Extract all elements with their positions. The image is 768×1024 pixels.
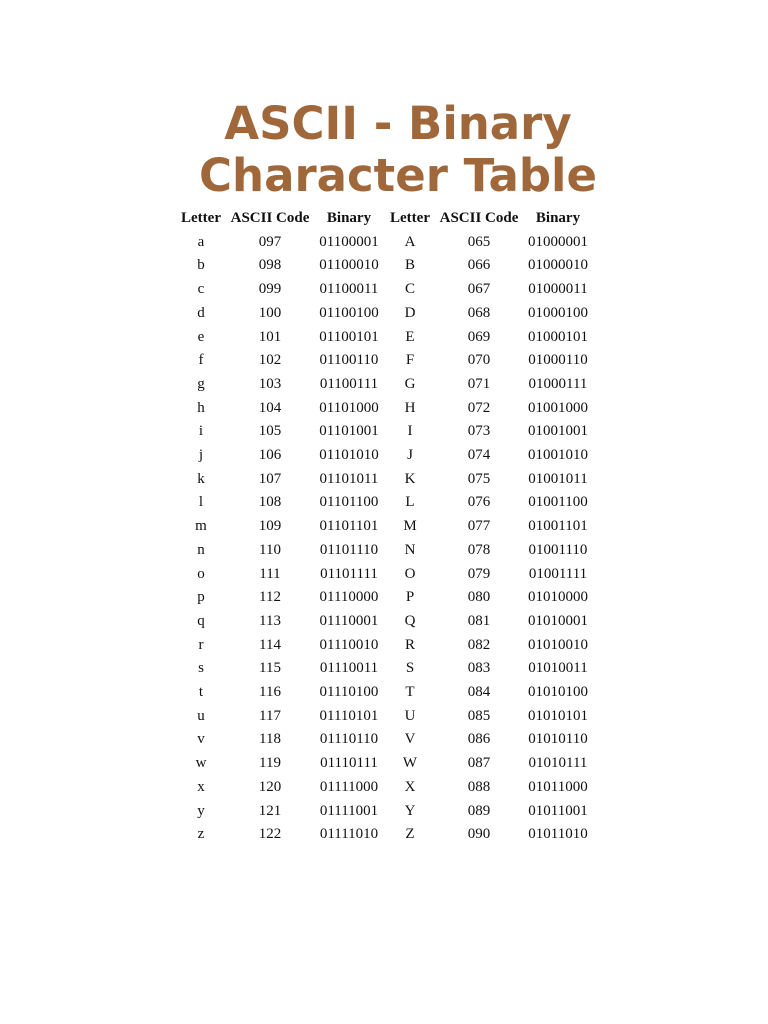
cell-ascii-code-upper: 087	[467, 755, 491, 772]
cell-binary-lower: 01110010	[319, 636, 379, 653]
cell-binary-upper: 01010011	[528, 660, 588, 677]
table-row	[176, 563, 594, 587]
cell-letter-upper: F	[405, 352, 415, 369]
cell-letter-lower: m	[195, 518, 207, 535]
cell-binary-upper: 01001101	[528, 518, 588, 535]
table-header-row	[176, 207, 594, 231]
cell-letter-lower: e	[197, 328, 205, 345]
cell-ascii-code-lower: 115	[259, 660, 281, 677]
cell-letter-upper: S	[405, 660, 415, 677]
cell-ascii-code-upper: 086	[467, 731, 491, 748]
table-row	[176, 278, 594, 302]
cell-letter-lower: j	[198, 447, 204, 464]
cell-letter-upper: R	[404, 636, 415, 653]
header-ascii-code-upper: ASCII Code	[439, 210, 519, 226]
cell-ascii-code-upper: 077	[467, 518, 491, 535]
cell-ascii-code-lower: 102	[258, 352, 282, 369]
cell-binary-lower: 01101111	[320, 565, 378, 582]
cell-binary-lower: 01110100	[319, 684, 379, 701]
cell-binary-lower: 01100100	[319, 304, 379, 321]
table-row	[176, 302, 594, 326]
table-row	[176, 515, 594, 539]
cell-ascii-code-lower: 112	[259, 589, 281, 606]
cell-letter-upper: O	[404, 565, 416, 582]
cell-ascii-code-lower: 107	[258, 470, 282, 487]
cell-binary-lower: 01100110	[319, 352, 379, 369]
cell-letter-upper: E	[405, 328, 415, 345]
cell-binary-upper: 01000100	[528, 304, 588, 321]
title-line-1: ASCII - Binary	[224, 97, 572, 150]
cell-ascii-code-lower: 099	[258, 281, 282, 298]
cell-letter-lower: i	[198, 423, 204, 440]
cell-letter-lower: t	[198, 684, 204, 701]
cell-ascii-code-lower: 120	[258, 778, 282, 795]
table-row	[176, 752, 594, 776]
cell-ascii-code-lower: 108	[258, 494, 282, 511]
cell-binary-upper: 01011000	[528, 778, 588, 795]
cell-binary-upper: 01001111	[528, 565, 588, 582]
cell-letter-upper: C	[404, 281, 415, 298]
cell-binary-lower: 01100111	[319, 375, 379, 392]
cell-ascii-code-upper: 072	[467, 399, 491, 416]
cell-binary-lower: 01101101	[319, 518, 379, 535]
cell-binary-upper: 01001000	[528, 399, 588, 416]
cell-binary-lower: 01110000	[319, 589, 379, 606]
cell-binary-lower: 01110101	[319, 707, 379, 724]
cell-binary-lower: 01101000	[319, 399, 379, 416]
table-row	[176, 657, 594, 681]
header-letter-upper: Letter	[390, 210, 430, 226]
cell-ascii-code-lower: 097	[258, 233, 282, 250]
cell-letter-upper: L	[405, 494, 415, 511]
cell-letter-upper: N	[404, 541, 416, 558]
cell-letter-upper: P	[405, 589, 415, 606]
header-binary-lower: Binary	[326, 210, 372, 226]
cell-binary-upper: 01000001	[528, 233, 588, 250]
cell-binary-upper: 01000111	[528, 375, 588, 392]
cell-ascii-code-lower: 114	[259, 636, 281, 653]
cell-letter-upper: T	[405, 684, 415, 701]
cell-ascii-code-upper: 078	[467, 541, 491, 558]
cell-letter-upper: K	[404, 470, 416, 487]
cell-letter-upper: V	[404, 731, 416, 748]
cell-letter-lower: c	[197, 281, 205, 298]
cell-binary-upper: 01000011	[528, 281, 588, 298]
cell-ascii-code-lower: 117	[259, 707, 281, 724]
cell-letter-lower: q	[197, 612, 205, 629]
cell-letter-upper: X	[404, 778, 416, 795]
cell-ascii-code-lower: 104	[258, 399, 282, 416]
cell-ascii-code-lower: 109	[258, 518, 282, 535]
cell-ascii-code-lower: 105	[258, 423, 282, 440]
cell-letter-lower: p	[197, 589, 205, 606]
table-row	[176, 349, 594, 373]
table-row	[176, 728, 594, 752]
cell-letter-lower: s	[198, 660, 204, 677]
cell-letter-lower: v	[197, 731, 205, 748]
cell-letter-lower: n	[197, 541, 205, 558]
cell-letter-upper: B	[404, 257, 415, 274]
table-row	[176, 231, 594, 255]
table-row	[176, 491, 594, 515]
cell-binary-lower: 01110111	[320, 755, 378, 772]
cell-ascii-code-lower: 116	[259, 684, 281, 701]
cell-binary-lower: 01101010	[319, 447, 379, 464]
cell-ascii-code-lower: 119	[259, 755, 281, 772]
cell-ascii-code-upper: 071	[467, 375, 491, 392]
cell-letter-upper: Y	[404, 802, 416, 819]
table-row	[176, 776, 594, 800]
cell-binary-upper: 01001110	[528, 541, 588, 558]
table-row	[176, 254, 594, 278]
cell-letter-upper: U	[404, 707, 416, 724]
table-row	[176, 326, 594, 350]
table-row	[176, 800, 594, 824]
cell-ascii-code-upper: 076	[467, 494, 491, 511]
cell-binary-upper: 01010001	[528, 612, 588, 629]
table-row	[176, 444, 594, 468]
cell-letter-upper: Z	[405, 826, 415, 843]
table-row	[176, 397, 594, 421]
cell-binary-upper: 01001011	[528, 470, 588, 487]
cell-ascii-code-upper: 068	[467, 304, 491, 321]
cell-letter-lower: z	[197, 826, 205, 843]
cell-binary-upper: 01010100	[528, 684, 588, 701]
cell-letter-lower: g	[197, 375, 205, 392]
cell-letter-lower: w	[195, 755, 207, 772]
table-body	[176, 231, 594, 847]
cell-letter-upper: A	[404, 233, 416, 250]
cell-letter-lower: a	[197, 233, 205, 250]
cell-ascii-code-upper: 089	[467, 802, 491, 819]
cell-letter-lower: r	[198, 636, 204, 653]
cell-binary-upper: 01011001	[528, 802, 588, 819]
cell-ascii-code-lower: 100	[258, 304, 282, 321]
cell-ascii-code-upper: 080	[467, 589, 491, 606]
cell-binary-upper: 01010010	[528, 636, 588, 653]
cell-binary-lower: 01100001	[319, 233, 379, 250]
cell-letter-lower: o	[197, 565, 205, 582]
cell-letter-lower: k	[197, 470, 205, 487]
cell-letter-upper: J	[407, 447, 413, 464]
cell-ascii-code-upper: 085	[467, 707, 491, 724]
page-title	[0, 98, 768, 202]
cell-binary-lower: 01111010	[319, 826, 379, 843]
cell-binary-lower: 01101001	[319, 423, 379, 440]
cell-letter-lower: h	[197, 399, 205, 416]
table-row	[176, 586, 594, 610]
ascii-binary-table	[176, 207, 594, 847]
cell-letter-upper: D	[404, 304, 416, 321]
cell-letter-upper: H	[404, 399, 416, 416]
cell-binary-upper: 01010000	[528, 589, 588, 606]
table-row	[176, 610, 594, 634]
table-row	[176, 468, 594, 492]
cell-binary-upper: 01001010	[528, 447, 588, 464]
cell-ascii-code-upper: 074	[467, 447, 491, 464]
cell-binary-upper: 01010110	[528, 731, 588, 748]
cell-ascii-code-lower: 098	[258, 257, 282, 274]
cell-binary-upper: 01001100	[528, 494, 588, 511]
cell-ascii-code-upper: 090	[467, 826, 491, 843]
cell-binary-lower: 01110011	[319, 660, 379, 677]
cell-binary-lower: 01110001	[319, 612, 379, 629]
cell-letter-lower: y	[197, 802, 205, 819]
cell-binary-lower: 01100010	[319, 257, 379, 274]
cell-letter-lower: u	[197, 707, 205, 724]
cell-ascii-code-upper: 066	[467, 257, 491, 274]
cell-binary-lower: 01100011	[319, 281, 379, 298]
cell-ascii-code-lower: 106	[258, 447, 282, 464]
cell-ascii-code-upper: 083	[467, 660, 491, 677]
cell-binary-upper: 01011010	[528, 826, 588, 843]
cell-letter-upper: G	[404, 375, 416, 392]
header-ascii-code-lower: ASCII Code	[230, 210, 310, 226]
cell-binary-lower: 01101011	[319, 470, 379, 487]
cell-letter-lower: l	[198, 494, 204, 511]
cell-letter-upper: Q	[404, 612, 416, 629]
cell-letter-lower: f	[198, 352, 204, 369]
cell-letter-upper: I	[407, 423, 413, 440]
table-row	[176, 539, 594, 563]
table-row	[176, 634, 594, 658]
cell-ascii-code-upper: 073	[467, 423, 491, 440]
cell-binary-upper: 01010111	[528, 755, 588, 772]
cell-binary-upper: 01000101	[528, 328, 588, 345]
cell-binary-lower: 01111000	[319, 778, 379, 795]
table-row	[176, 420, 594, 444]
cell-ascii-code-lower: 121	[258, 802, 282, 819]
cell-binary-lower: 01100101	[319, 328, 379, 345]
cell-ascii-code-upper: 088	[467, 778, 491, 795]
cell-binary-lower: 01110110	[319, 731, 379, 748]
cell-binary-lower: 01101110	[319, 541, 379, 558]
cell-ascii-code-lower: 110	[259, 541, 281, 558]
cell-ascii-code-upper: 082	[467, 636, 491, 653]
cell-ascii-code-upper: 084	[467, 684, 491, 701]
header-binary-upper: Binary	[535, 210, 581, 226]
cell-binary-upper: 01000010	[528, 257, 588, 274]
cell-binary-lower: 01111001	[319, 802, 379, 819]
cell-ascii-code-upper: 065	[467, 233, 491, 250]
cell-ascii-code-upper: 069	[467, 328, 491, 345]
cell-ascii-code-lower: 122	[258, 826, 282, 843]
cell-letter-lower: b	[197, 257, 205, 274]
cell-letter-upper: W	[402, 755, 418, 772]
cell-binary-upper: 01000110	[528, 352, 588, 369]
cell-ascii-code-lower: 103	[258, 375, 282, 392]
cell-letter-lower: d	[197, 304, 205, 321]
cell-ascii-code-upper: 081	[467, 612, 491, 629]
cell-ascii-code-lower: 111	[259, 565, 281, 582]
cell-ascii-code-upper: 067	[467, 281, 491, 298]
cell-ascii-code-upper: 075	[467, 470, 491, 487]
table-row	[176, 681, 594, 705]
cell-binary-upper: 01010101	[528, 707, 588, 724]
table-row	[176, 705, 594, 729]
table-row	[176, 373, 594, 397]
cell-ascii-code-lower: 113	[259, 612, 281, 629]
cell-ascii-code-lower: 101	[258, 328, 282, 345]
cell-ascii-code-lower: 118	[259, 731, 281, 748]
header-letter-lower: Letter	[181, 210, 221, 226]
cell-ascii-code-upper: 079	[467, 565, 491, 582]
title-line-2: Character Table	[199, 149, 597, 202]
cell-binary-upper: 01001001	[528, 423, 588, 440]
cell-ascii-code-upper: 070	[467, 352, 491, 369]
cell-letter-upper: M	[403, 518, 417, 535]
table-row	[176, 823, 594, 847]
cell-letter-lower: x	[197, 778, 205, 795]
cell-binary-lower: 01101100	[319, 494, 379, 511]
